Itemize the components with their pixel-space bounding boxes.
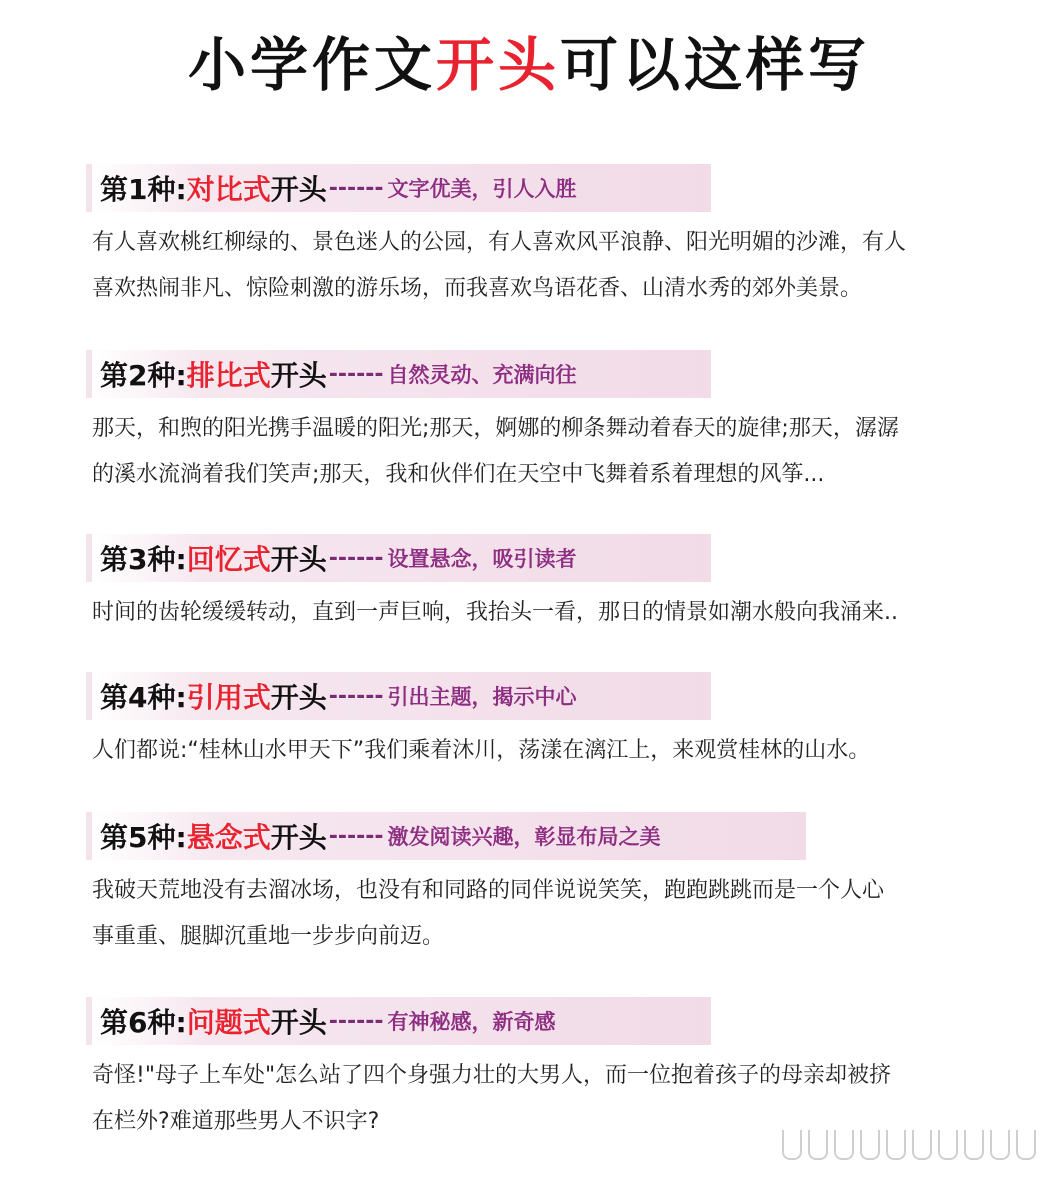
watermark-stroke xyxy=(782,1130,802,1160)
watermark-stroke xyxy=(860,1130,880,1160)
section-dash: ------ xyxy=(328,1008,384,1034)
watermark-stroke xyxy=(964,1130,984,1160)
watermark-stroke xyxy=(990,1130,1010,1160)
section-number: 第3种: xyxy=(100,543,187,576)
section-description: 激发阅读兴趣，彰显布局之美 xyxy=(387,825,661,849)
section-number: 第2种: xyxy=(100,359,187,392)
section-6 xyxy=(86,997,891,1145)
section-number: 第1种: xyxy=(100,173,187,206)
section-number: 第4种: xyxy=(100,681,187,714)
section-dash: ------ xyxy=(328,175,384,201)
section-description: 有神秘感，新奇感 xyxy=(387,1010,556,1034)
section-dash: ------ xyxy=(328,545,384,571)
section-2-header xyxy=(86,350,711,398)
section-suffix: 开头 xyxy=(270,173,327,206)
section-suffix: 开头 xyxy=(270,821,327,854)
section-4-body: 人们都说:“桂林山水甲天下”我们乘着沐川，荡漾在漓江上，来观赏桂林的山水。 xyxy=(92,738,871,763)
section-kind: 对比式 xyxy=(186,173,271,206)
watermark-stroke xyxy=(886,1130,906,1160)
section-kind: 悬念式 xyxy=(186,821,271,854)
section-number: 第5种: xyxy=(100,821,187,854)
section-1-body: 有人喜欢桃红柳绿的、景色迷人的公园，有人喜欢风平浪静、阳光明媚的沙滩，有人 喜欢热闹非凡、惊险刺激的游乐场，而我喜欢鸟语花香、山清水秀的郊外美景。 xyxy=(92,230,907,301)
section-5-body: 我破天荒地没有去溜冰场，也没有和同路的同伴说说笑笑，跑跑跳跳而是一个人心 事重重、腿脚沉重地一步步向前迈。 xyxy=(92,878,885,949)
section-kind: 问题式 xyxy=(186,1006,271,1039)
title-part-2: 可以这样写 xyxy=(560,31,871,99)
section-suffix: 开头 xyxy=(270,359,327,392)
section-2 xyxy=(86,350,899,498)
section-3 xyxy=(86,534,898,636)
section-2-body: 那天，和煦的阳光携手温暖的阳光;那天，婀娜的柳条舞动着春天的旋律;那天，潺潺 的溪水流淌着我们笑声;那天，我和伙伴们在天空中飞舞着系着理想的风筝... xyxy=(92,416,899,487)
section-6-body: 奇怪!"母子上车处"怎么站了四个身强力壮的大男人，而一位抱着孩子的母亲却被挤 在栏外?难道那些男人不识字? xyxy=(92,1063,892,1134)
section-dash: ------ xyxy=(328,361,384,387)
watermark-stroke xyxy=(834,1130,854,1160)
section-kind: 排比式 xyxy=(186,359,271,392)
section-dash: ------ xyxy=(328,823,384,849)
section-1 xyxy=(86,164,906,312)
section-5 xyxy=(86,812,884,960)
section-description: 引出主题，揭示中心 xyxy=(387,685,577,709)
section-suffix: 开头 xyxy=(270,1006,327,1039)
section-description: 文字优美，引人入胜 xyxy=(387,177,577,201)
section-dash: ------ xyxy=(328,683,384,709)
section-6-header xyxy=(86,997,711,1045)
title-part-1: 小学作文 xyxy=(187,31,436,99)
section-4-header xyxy=(86,672,711,720)
section-5-header xyxy=(86,812,806,860)
watermark-stroke xyxy=(1016,1130,1036,1160)
section-description: 设置悬念，吸引读者 xyxy=(387,547,577,571)
watermark-stroke xyxy=(938,1130,958,1160)
section-number: 第6种: xyxy=(100,1006,187,1039)
section-suffix: 开头 xyxy=(270,543,327,576)
section-description: 自然灵动、充满向往 xyxy=(387,363,577,387)
section-1-header xyxy=(86,164,711,212)
section-suffix: 开头 xyxy=(270,681,327,714)
section-3-header xyxy=(86,534,711,582)
watermark-stroke xyxy=(912,1130,932,1160)
section-kind: 回忆式 xyxy=(186,543,271,576)
watermark-stroke xyxy=(808,1130,828,1160)
watermark-icon xyxy=(782,1130,1036,1160)
section-3-body: 时间的齿轮缓缓转动，直到一声巨响，我抬头一看，那日的情景如潮水般向我涌来.. xyxy=(92,600,898,625)
page-title xyxy=(0,18,1058,102)
title-highlight: 开头 xyxy=(435,31,560,99)
section-4 xyxy=(86,672,870,774)
section-kind: 引用式 xyxy=(186,681,271,714)
